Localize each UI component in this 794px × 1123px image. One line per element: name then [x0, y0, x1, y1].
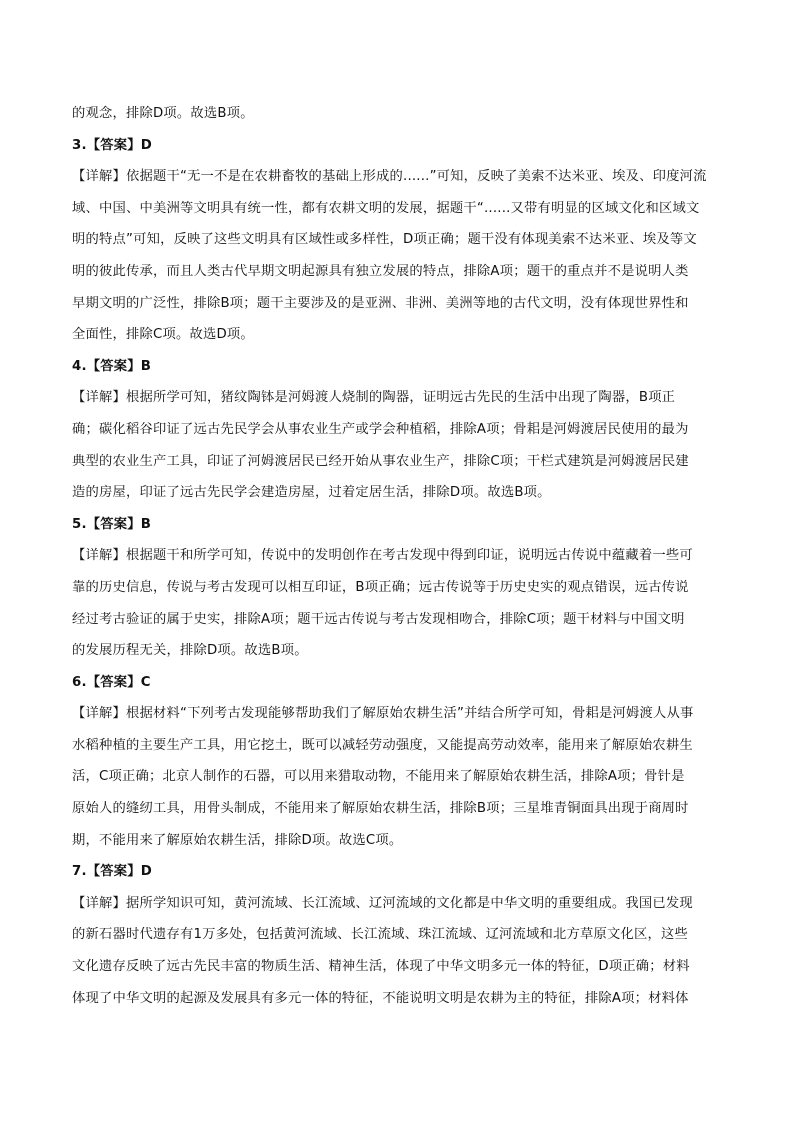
text-line: 【详解】依据题干“无一不是在农耕畜牧的基础上形成的......”可知，反映了美索不达米亚、埃及、印度河流 — [72, 169, 707, 185]
text-line: 的观念，排除D项。故选B项。 — [72, 106, 254, 121]
text-line: 【详解】根据所学可知，猪纹陶钵是河姆渡人烧制的陶器，证明远古先民的生活中出现了陶器，B项正 — [72, 390, 676, 406]
text-line: 典型的农业生产工具，印证了河姆渡居民已经开始从事农业生产，排除C项；干栏式建筑是河姆渡居民建 — [72, 453, 689, 469]
text-line: 造的房屋，印证了远古先民学会建造房屋，过着定居生活，排除D项。故选B项。 — [72, 485, 551, 501]
text-line: 域、中国、中美洲等文明具有统一性，都有农耕文明的发展，据题干“......又带有明显的区域文化和区域文 — [72, 200, 700, 216]
text-line: 明的特点”可知，反映了这些文明具有区域性或多样性，D项正确；题干没有体现美索不达米亚、埃及等文 — [72, 232, 697, 248]
answer-heading: 3.【答案】D — [72, 137, 152, 153]
text-line: 早期文明的广泛性，排除B项；题干主要涉及的是亚洲、非洲、美洲等地的古代文明，没有体现世界性和 — [72, 295, 689, 311]
answer-document — [72, 98, 722, 1014]
text-line: 水稻种植的主要生产工具，用它挖土，既可以减轻劳动强度，又能提高劳动效率，能用来了解原始农耕生 — [72, 737, 693, 753]
text-line: 活，C项正确；北京人制作的石器，可以用来猎取动物，不能用来了解原始农耕生活，排除A项；骨针是 — [72, 769, 685, 785]
text-line: 全面性，排除C项。故选D项。 — [72, 327, 254, 343]
text-line: 确；碳化稻谷印证了远古先民学会从事农业生产或学会种植稻，排除A项；骨耜是河姆渡居民使用的最为 — [72, 421, 689, 437]
text-line: 体现了中华文明的起源及发展具有多元一体的特征，不能说明文明是农耕为主的特征，排除A项；材料体 — [72, 990, 689, 1006]
answer-heading: 6.【答案】C — [72, 674, 151, 690]
text-line: 期，不能用来了解原始农耕生活，排除D项。故选C项。 — [72, 832, 403, 848]
text-line: 【详解】据所学知识可知，黄河流域、长江流域、辽河流域的文化都是中华文明的重要组成。我国已发现 — [72, 895, 693, 911]
text-line: 的发展历程无关，排除D项。故选B项。 — [72, 643, 308, 659]
answer-heading: 7.【答案】D — [72, 864, 152, 880]
text-line: 靠的历史信息，传说与考古发现可以相互印证，B项正确；远古传说等于历史史实的观点错误，远古传说 — [72, 579, 689, 595]
text-line: 【详解】根据材料“下列考古发现能够帮助我们了解原始农耕生活”并结合所学可知，骨耜是河姆渡人从事 — [72, 706, 694, 722]
text-line: 【详解】根据题干和所学可知，传说中的发明创作在考古发现中得到印证，说明远古传说中蕴藏着一些可 — [72, 548, 693, 564]
text-line: 的新石器时代遗存有1万多处，包括黄河流域、长江流域、珠江流域、辽河流域和北方草原文化区，这些 — [72, 927, 689, 943]
text-line: 明的彼此传承，而且人类古代早期文明起源具有独立发展的特点，排除A项；题干的重点并不是说明人类 — [72, 263, 689, 279]
text-line: 经过考古验证的属于史实，排除A项；题干远古传说与考古发现相吻合，排除C项；题干材料与中国文明 — [72, 611, 685, 627]
answer-heading: 5.【答案】B — [72, 516, 152, 532]
text-line: 原始人的缝纫工具，用骨头制成，不能用来了解原始农耕生活，排除B项；三星堆青铜面具出现于商周时 — [72, 801, 689, 817]
text-line: 文化遗存反映了远古先民丰富的物质生活、精神生活，体现了中华文明多元一体的特征，D项正确；材料 — [72, 959, 690, 975]
answer-heading: 4.【答案】B — [72, 358, 152, 374]
